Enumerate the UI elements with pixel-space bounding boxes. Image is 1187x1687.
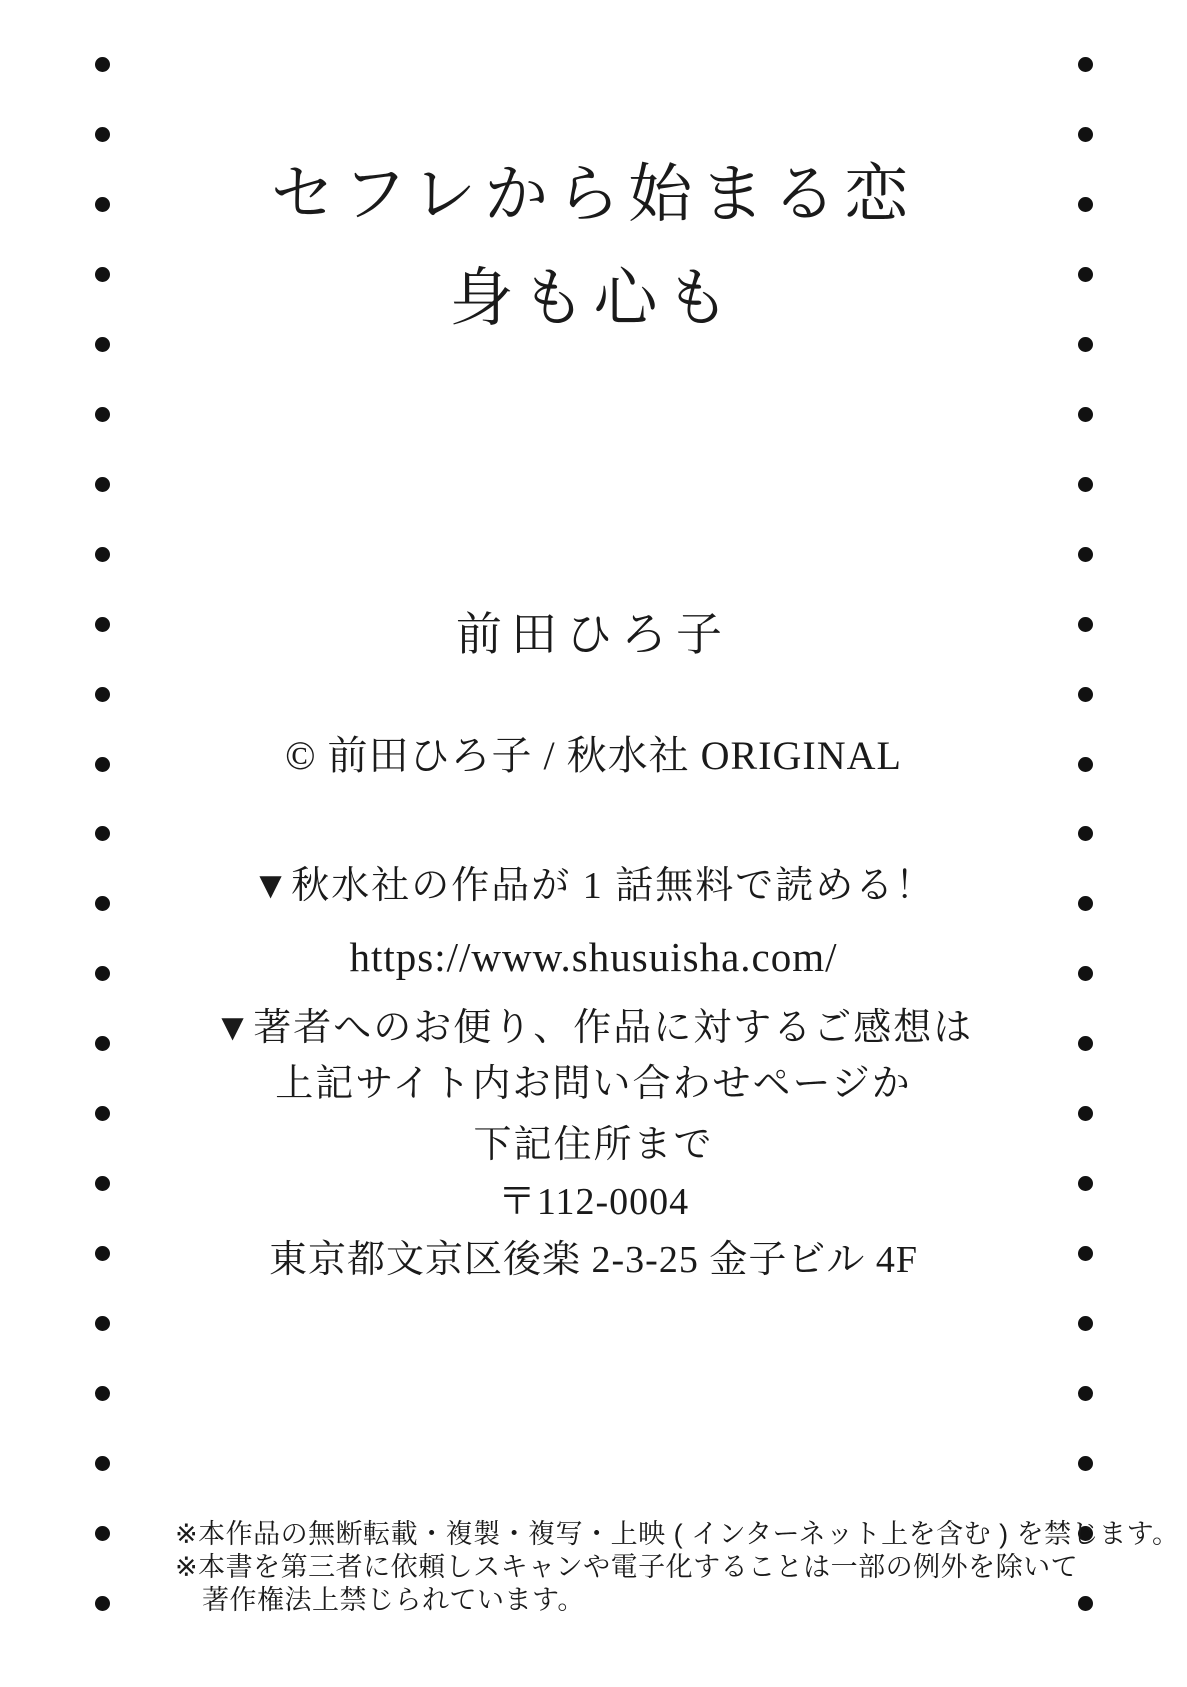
publisher-address: 東京都文京区後楽 2-3-25 金子ビル 4F bbox=[269, 1239, 918, 1281]
perforation-dot bbox=[95, 1526, 110, 1541]
perforation-dot bbox=[1078, 57, 1093, 72]
disclaimer-line-2: ※本書を第三者に依頼しスキャンや電子化することは一部の例外を除いて bbox=[175, 1552, 1079, 1582]
contact-note-line-1: ▼著者へのお便り、作品に対するご感想は bbox=[213, 1007, 974, 1049]
perforation-dot bbox=[1078, 1316, 1093, 1331]
disclaimer-line-3: 著作権法上禁じられています。 bbox=[202, 1585, 585, 1615]
perforation-dot bbox=[95, 826, 110, 841]
promo-free-read: ▼秋水社の作品が 1 話無料で読める！ bbox=[251, 865, 936, 907]
contact-note-line-2: 上記サイト内お問い合わせページか bbox=[275, 1063, 912, 1105]
perforation-dot bbox=[95, 1386, 110, 1401]
perforation-dot bbox=[1078, 477, 1093, 492]
disclaimer-block bbox=[175, 1518, 1180, 1617]
perforation-dot bbox=[95, 1316, 110, 1331]
copyright-line: © 前田ひろ子 / 秋水社 ORIGINAL bbox=[285, 733, 902, 778]
perforation-dot bbox=[95, 1456, 110, 1471]
perforation-dot bbox=[95, 1106, 110, 1121]
perforation-dot bbox=[1078, 826, 1093, 841]
perforation-dot bbox=[95, 127, 110, 142]
title-line-2: 身も心も bbox=[449, 263, 738, 334]
perforation-dot bbox=[1078, 127, 1093, 142]
contact-note-line-3: 下記住所まで bbox=[473, 1124, 714, 1166]
perforation-dot bbox=[1078, 407, 1093, 422]
disclaimer-line-1: ※本作品の無断転載・複製・複写・上映 ( インターネット上を含む ) を禁じます。 bbox=[175, 1519, 1180, 1549]
perforation-dot bbox=[95, 57, 110, 72]
perforation-dot bbox=[95, 687, 110, 702]
perforation-dot bbox=[1078, 547, 1093, 562]
postal-code: 〒112-0004 bbox=[497, 1181, 690, 1223]
perforation-dot bbox=[95, 1596, 110, 1611]
perforation-dot bbox=[95, 407, 110, 422]
perforation-dot bbox=[95, 547, 110, 562]
site-url: https://www.shusuisha.com/ bbox=[349, 934, 838, 980]
perforation-dot bbox=[1078, 1386, 1093, 1401]
perforation-dot bbox=[1078, 1456, 1093, 1471]
perforation-dot bbox=[95, 477, 110, 492]
title-line-1: セフレから始まる恋 bbox=[270, 159, 917, 230]
book-title bbox=[0, 143, 1187, 351]
perforation-dot bbox=[1078, 1106, 1093, 1121]
perforation-dot bbox=[1078, 687, 1093, 702]
author-name: 前田ひろ子 bbox=[456, 609, 731, 660]
